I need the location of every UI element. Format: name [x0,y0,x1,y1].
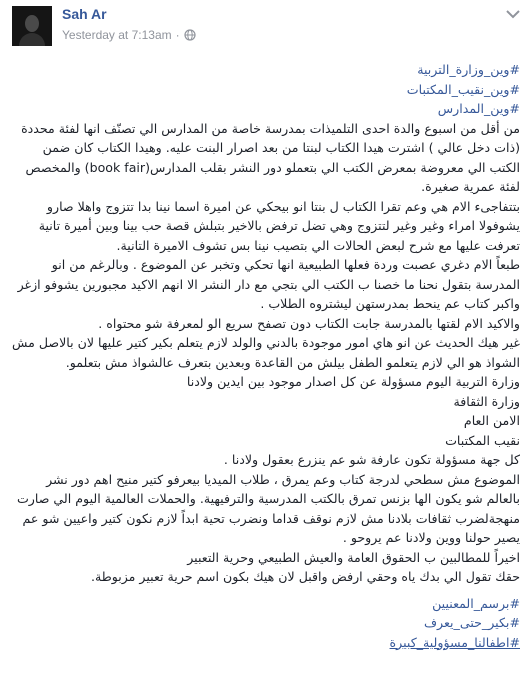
hashtag-link[interactable]: #وين_نقيب_المكتبات [406,81,520,97]
post-paragraph: الامن العام [463,413,520,428]
hashtag-link[interactable]: #اطفالنا_مسؤولية_كبيرة [389,634,520,650]
post-header [0,0,532,48]
author-name[interactable]: Sah Ar [62,6,107,22]
post-paragraph: وزارة الثقافة [453,393,520,409]
post-paragraph: اخيراً للمطالبين ب الحقوق العامة والعيش الطبيعي وحرية التعبير [187,549,520,565]
post-paragraph: وزارة التربية اليوم مسؤولة عن كل اصدار موجود بين ايدين ولادنا [186,374,520,389]
post-paragraph: طبعاً الام دغري عصبت وردة فعلها الطبيعية انها تحكي وتخبر عن الموضوع . وبالرغم من انو المدرسة بتقول نحنا ما خصنا ب الكتب الي بتجي مع دار النشر الا انهم الاكيد مجبورين يشوفو ازغر واكبر كتاب عم ينحط بمدرستهن ليشتروه الطلاب . [17,257,520,311]
hashtag-link[interactable]: #وين_المدارس [437,101,520,116]
chevron-down-icon[interactable] [504,8,522,20]
avatar-face [25,15,39,32]
hashtag-link[interactable]: #بكير_حتى_يعرف [423,615,520,630]
post-paragraph: بتتفاجىء الام هي وعم تقرا الكتاب ل بنتا انو بيحكي عن اميرة اسما نينا بدا تتزوج واهلا صارو يشوفولا امراء وغير وغير لتتزوج وهي تضل ترفض بالاخير بتبلش قصة حب بينا وبين أميرة تانية تعرفت عليها مع شرح لبعض الحالات الي بتصيب نينا بس تشوف الاميرة التانية. [38,198,520,253]
post-paragraph: غير هيك الحديث عن انو هاي امور موجودة بالدني والولد لازم يتعلم بكير كتير عليها لان بالاصل مش الشواذ هو الي لازم يتعلمو الطفل بيلش من القاعدة وبعدين بتعرف عالشواذ مش بتعلمو. [12,335,520,370]
post-paragraph: والاكيد الام لقتها بالمدرسة جابت الكتاب دون تصفح سريع الو لمعرفة شو محتواه . [98,315,520,331]
hashtag-link[interactable]: #وين_وزارة_التربية [417,62,520,77]
post-timestamp[interactable]: Yesterday at 7:13am [62,28,172,42]
post-meta [62,28,196,42]
post-paragraph: حقك تقول الي بدك ياه وحقي ارفض واقبل لان هيك بكون اسم حرية تعبير مزبوطة. [90,569,520,584]
post-body [12,60,520,652]
post-paragraph: كل جهة مسؤولة تكون عارفة شو عم ينزرع بعقول ولادنا . [223,452,520,467]
paragraph-gap [12,587,520,594]
post-paragraph: الموضوع مش سطحي لدرجة كتاب وعم يمرق ، طلاب الميديا بيعرفو كتير منيح اهم دور نشر بالعالم شو يكون الها بزنس تمرق بالكتب المدرسية والترفيهية. والحملات العالمية اليوم الي صارت منهجةلضرب ثقافات بلادنا مش لازم نوقف قداما ونضرب تحية ابداً لازم نكون كتير واعيين شو عم يصير حولنا ووين ولادنا عم يروحو . [16,471,520,545]
post-paragraph: من أقل من اسبوع والدة احدى التلميذات بمدرسة خاصة من المدارس الي تصنّف انها لفئة محددة (ذات دخل عالي ) اشترت هيدا الكتاب لبنتا من بعد اصرار البنت عليه. وهيدا الكتاب كان ضمن الكتب الي معروضة بمعرض الكتب الي بتعملو دور النشر بقلب المدارس(book fair) والمخصص لفئة عمرية صغيرة. [21,120,520,194]
avatar-shoulders [19,33,45,46]
globe-icon[interactable] [184,29,196,41]
meta-separator: · [175,28,180,42]
hashtag-link[interactable]: #برسم_المعنيين [432,595,520,611]
post-paragraph: نقيب المكتبات [445,432,520,448]
avatar[interactable] [12,6,52,46]
